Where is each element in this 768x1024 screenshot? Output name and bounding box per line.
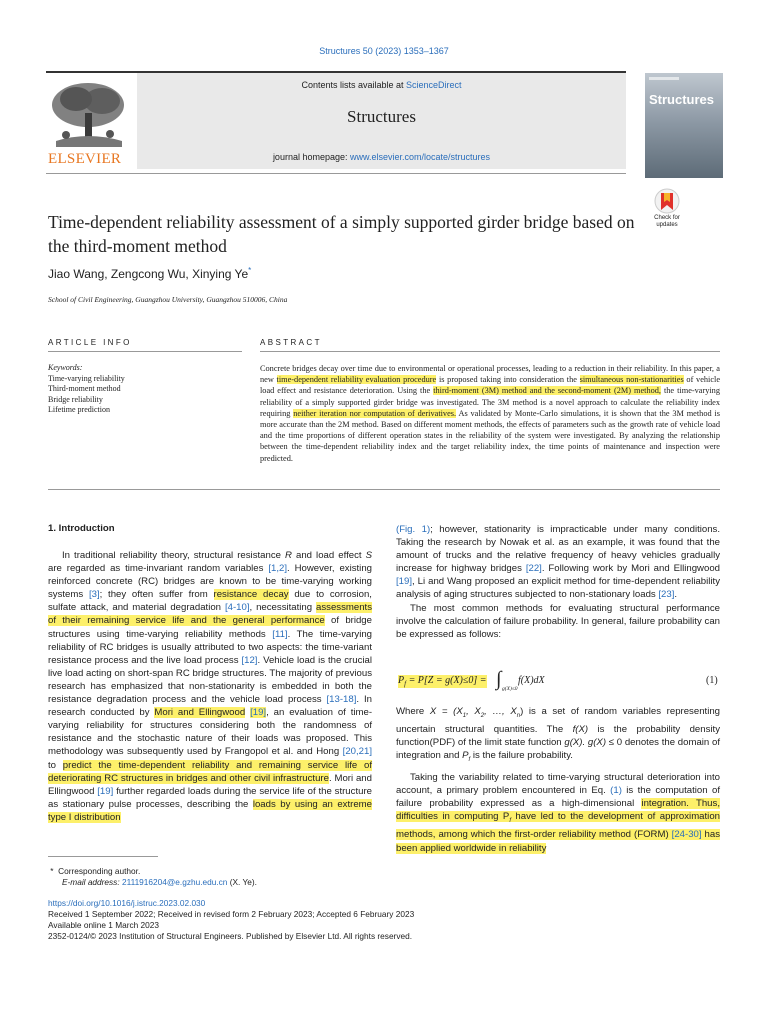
integrand: f(X)dX bbox=[518, 675, 545, 686]
intro-left-column: In traditional reliability theory, structural resistance R and load effect S are regarded as time-invariant random variables [1,2]. However, existing reinforced concrete (RC) bridges are known to be time-varying working systems [3]; they often suffer from resistance decay due to corrosion, sulfate attack, and material degradation [4-10], necessitating assessments of their remaining service life and the general performance of bridge structures using time-varying reliability methods [11]. The time-varying reliability of RC bridges is usually attributed to two aspects: the time-variant resistance process and the live load process [12]. Vehicle load is the crucial live load acting on short-span RC bridge structures. The majority of previous research has emphasized that non-stationarity is embedded in both the resistance degradation process and the vehicle load process [13-18]. In research conducted by Mori and Ellingwood [19], an evaluation of time-varying reliability for structures considering both the randomness of resistance and the stochastic nature of their loads was proposed. This methodology was subsequently used by Frangopol et al. and Hong [20,21] to predict the time-dependent reliability and remaining service life of deteriorating RC structures in bridges and other civil infrastructure. Mori and Ellingwood [19] further regarded loads during the service life of the structure as stationary pulse processes, describing the loads by using an extreme type I distribution bbox=[48, 550, 373, 823]
corresponding-author-mark[interactable]: * bbox=[248, 266, 252, 275]
highlight: predict the time-dependent reliability and remaining service life of deteriorating RC structures in bridges and other civil infrastructure bbox=[48, 759, 373, 784]
highlight: neither iteration nor computation of derivatives. bbox=[293, 408, 457, 418]
section-heading: 1. Introduction bbox=[48, 523, 115, 534]
reference-link[interactable]: [22] bbox=[525, 563, 542, 575]
highlight: assessments of their remaining service life and the general performance bbox=[48, 602, 372, 627]
highlight: time-dependent reliability evaluation procedure bbox=[276, 375, 437, 385]
elsevier-logo[interactable] bbox=[46, 79, 130, 167]
affiliation: School of Civil Engineering, Guangzhou University, Guangzhou 510006, China bbox=[48, 295, 288, 304]
highlight: integration. Thus, difficulties in computing $P_f$ have led to the development of approximation methods, among which the first-order reliability method (FORM) [24-30] has been applied worldwide in reliability bbox=[396, 798, 720, 854]
article-title: Time-dependent reliability assessment of a simply supported girder bridge based on the third-moment method bbox=[48, 212, 635, 256]
equation-number: (1) bbox=[706, 675, 718, 686]
equation-lhs: $P_f = P[Z = g(X)\le 0]$ = bbox=[398, 675, 487, 688]
received-dates: Received 1 September 2022; Received in revised form 2 February 2023; Accepted 6 February 2023 bbox=[48, 909, 415, 919]
highlight: Mori and Ellingwood bbox=[154, 707, 246, 719]
bookmark-icon bbox=[648, 188, 686, 214]
footnote-rule bbox=[48, 856, 158, 857]
equation-link[interactable]: (1) bbox=[610, 785, 622, 797]
abstract-text: Concrete bridges decay over time due to environmental or operational processes, leading to a reduction in their reliability. In this paper, a new time-dependent reliability evaluation procedure is proposed taking into consideration the simultaneous non-stationarities of vehicle load effect and resistance deterioration. Using the third-moment (3M) method and the second-moment (2M) method, the time-varying reliability of a simply supported girder bridge was investigated. The 3M method is a novel approach to calculate the reliability index requiring neither iteration nor computation of derivatives. As validated by Monte-Carlo simulations, it is shown that the 3M method is more accurate than the 2M method. Based on different moment methods, the effects of parameters such as the growth rate of vehicle load and the time proportions of different operation states in the reliability of the system were investigated. By analyzing the relationship between the time-dependent reliability index and the target reliability index, the time points of maintenance and inspection were predicted. bbox=[260, 364, 720, 463]
reference-link[interactable]: [24-30] bbox=[671, 829, 702, 841]
online-date: Available online 1 March 2023 bbox=[48, 920, 160, 930]
reference-link[interactable]: [19] bbox=[250, 707, 267, 719]
reference-link[interactable]: [3] bbox=[88, 589, 100, 601]
keyword: Time-varying reliability bbox=[48, 373, 125, 383]
check-for-updates-badge[interactable] bbox=[648, 188, 686, 232]
reference-link[interactable]: [13-18] bbox=[326, 694, 357, 706]
reference-link[interactable]: [4-10] bbox=[224, 602, 250, 614]
highlight: loads by using an extreme type I distribution bbox=[48, 798, 372, 823]
intro-right-column: (Fig. 1); however, stationarity is impracticable under many conditions. Taking the research by Nowak et al. as an example, it was found that the amount of trucks and the relative frequency of heavy vehicles gradually increase for highway bridges [22]. Following work by Mori and Ellingwood [19], Li and Wang proposed an explicit method for time-dependent reliability analysis of aging structures subjected to non-stationary loads [23]. The most common methods for evaluating structural performance involve the calculation of failure probability. In general, failure probability can be expressed as follows: bbox=[396, 524, 721, 640]
elsevier-tree-icon bbox=[46, 79, 130, 149]
divider bbox=[48, 489, 720, 490]
reference-link[interactable]: [1,2] bbox=[268, 563, 287, 575]
intro-right-column-cont: Where $X = (X_1$, $X_2$, …, $X_n$) is a set of random variables representing uncertain structural quantities. The f(X) is the probability density function(PDF) of the limit state function g(X). g(X) ≤ 0 denotes the domain of integration and $P_f$ is the failure probability. Taking the variability related to time-varying structural deterioration into account, a primary problem encountered in Eq. (1) is the computation of failure probability expressed as a high-dimensional integration. Thus, difficulties in computing $P_f$ have led to the development of approximation methods, among which the first-order reliability method (FORM) [24-30] has been applied worldwide in reliability bbox=[396, 706, 720, 854]
copyright: 2352-0124/© 2023 Institution of Structural Engineers. Published by Elsevier Ltd. All rights reserved. bbox=[48, 931, 413, 941]
reference-link[interactable]: [20,21] bbox=[342, 746, 372, 758]
reference-link[interactable]: [23] bbox=[658, 589, 675, 601]
keywords-block bbox=[48, 363, 242, 416]
reference-link[interactable]: [11] bbox=[272, 628, 288, 640]
equation-1 bbox=[398, 668, 720, 698]
homepage-link[interactable]: www.elsevier.com/locate/structures bbox=[350, 152, 491, 162]
divider bbox=[260, 351, 720, 352]
elsevier-wordmark: ELSEVIER bbox=[48, 151, 122, 167]
keyword: Third-moment method bbox=[48, 384, 121, 393]
cover-decoration bbox=[649, 77, 679, 80]
keyword: Lifetime prediction bbox=[48, 405, 110, 414]
author-list: Jiao Wang, Zengcong Wu, Xinying Ye* bbox=[48, 266, 252, 281]
footnote-block bbox=[48, 866, 720, 888]
contents-line: Contents lists available at ScienceDirect bbox=[301, 80, 462, 90]
integral-sign: ∫ bbox=[496, 668, 502, 690]
article-info-heading: ARTICLE INFO bbox=[48, 338, 132, 347]
abstract-heading: ABSTRACT bbox=[260, 338, 322, 347]
journal-cover[interactable] bbox=[645, 73, 723, 178]
sciencedirect-link[interactable]: ScienceDirect bbox=[406, 80, 462, 90]
check-for-updates-label: Check for updates bbox=[654, 215, 680, 228]
reference-link[interactable]: [19] bbox=[396, 576, 413, 588]
keywords-label: Keywords: bbox=[48, 363, 83, 372]
cover-title: Structures bbox=[649, 92, 715, 107]
integral-domain: g(X)≤0 bbox=[502, 686, 518, 692]
homepage-line: journal homepage: www.elsevier.com/locate/structures bbox=[272, 152, 491, 162]
journal-name: Structures bbox=[347, 107, 416, 126]
divider bbox=[48, 351, 242, 352]
paragraph: The most common methods for evaluating structural performance involve the calculation of failure probability. In general, failure probability can be expressed as follows: bbox=[396, 602, 720, 640]
highlight: third-moment (3M) method and the second-moment (2M) method, bbox=[433, 386, 661, 396]
corresponding-note: * Corresponding author. bbox=[48, 866, 141, 876]
publication-info bbox=[48, 898, 720, 942]
keyword: Bridge reliability bbox=[48, 394, 103, 404]
journal-citation[interactable]: Structures 50 (2023) 1353–1367 bbox=[319, 46, 449, 56]
reference-link[interactable]: [12] bbox=[241, 654, 258, 666]
figure-link[interactable]: (Fig. 1) bbox=[396, 524, 431, 535]
doi-link[interactable]: https://doi.org/10.1016/j.istruc.2023.02.030 bbox=[48, 898, 206, 908]
highlight: resistance decay bbox=[213, 589, 289, 601]
reference-link[interactable]: [19] bbox=[97, 785, 114, 797]
email-note: E-mail address: 2111916204@e.gzhu.edu.cn (X. Ye). bbox=[62, 877, 257, 887]
journal-header-center bbox=[137, 73, 626, 169]
email-link[interactable]: 2111916204@e.gzhu.edu.cn bbox=[121, 877, 228, 887]
highlight: simultaneous non-stationarities bbox=[579, 375, 684, 385]
